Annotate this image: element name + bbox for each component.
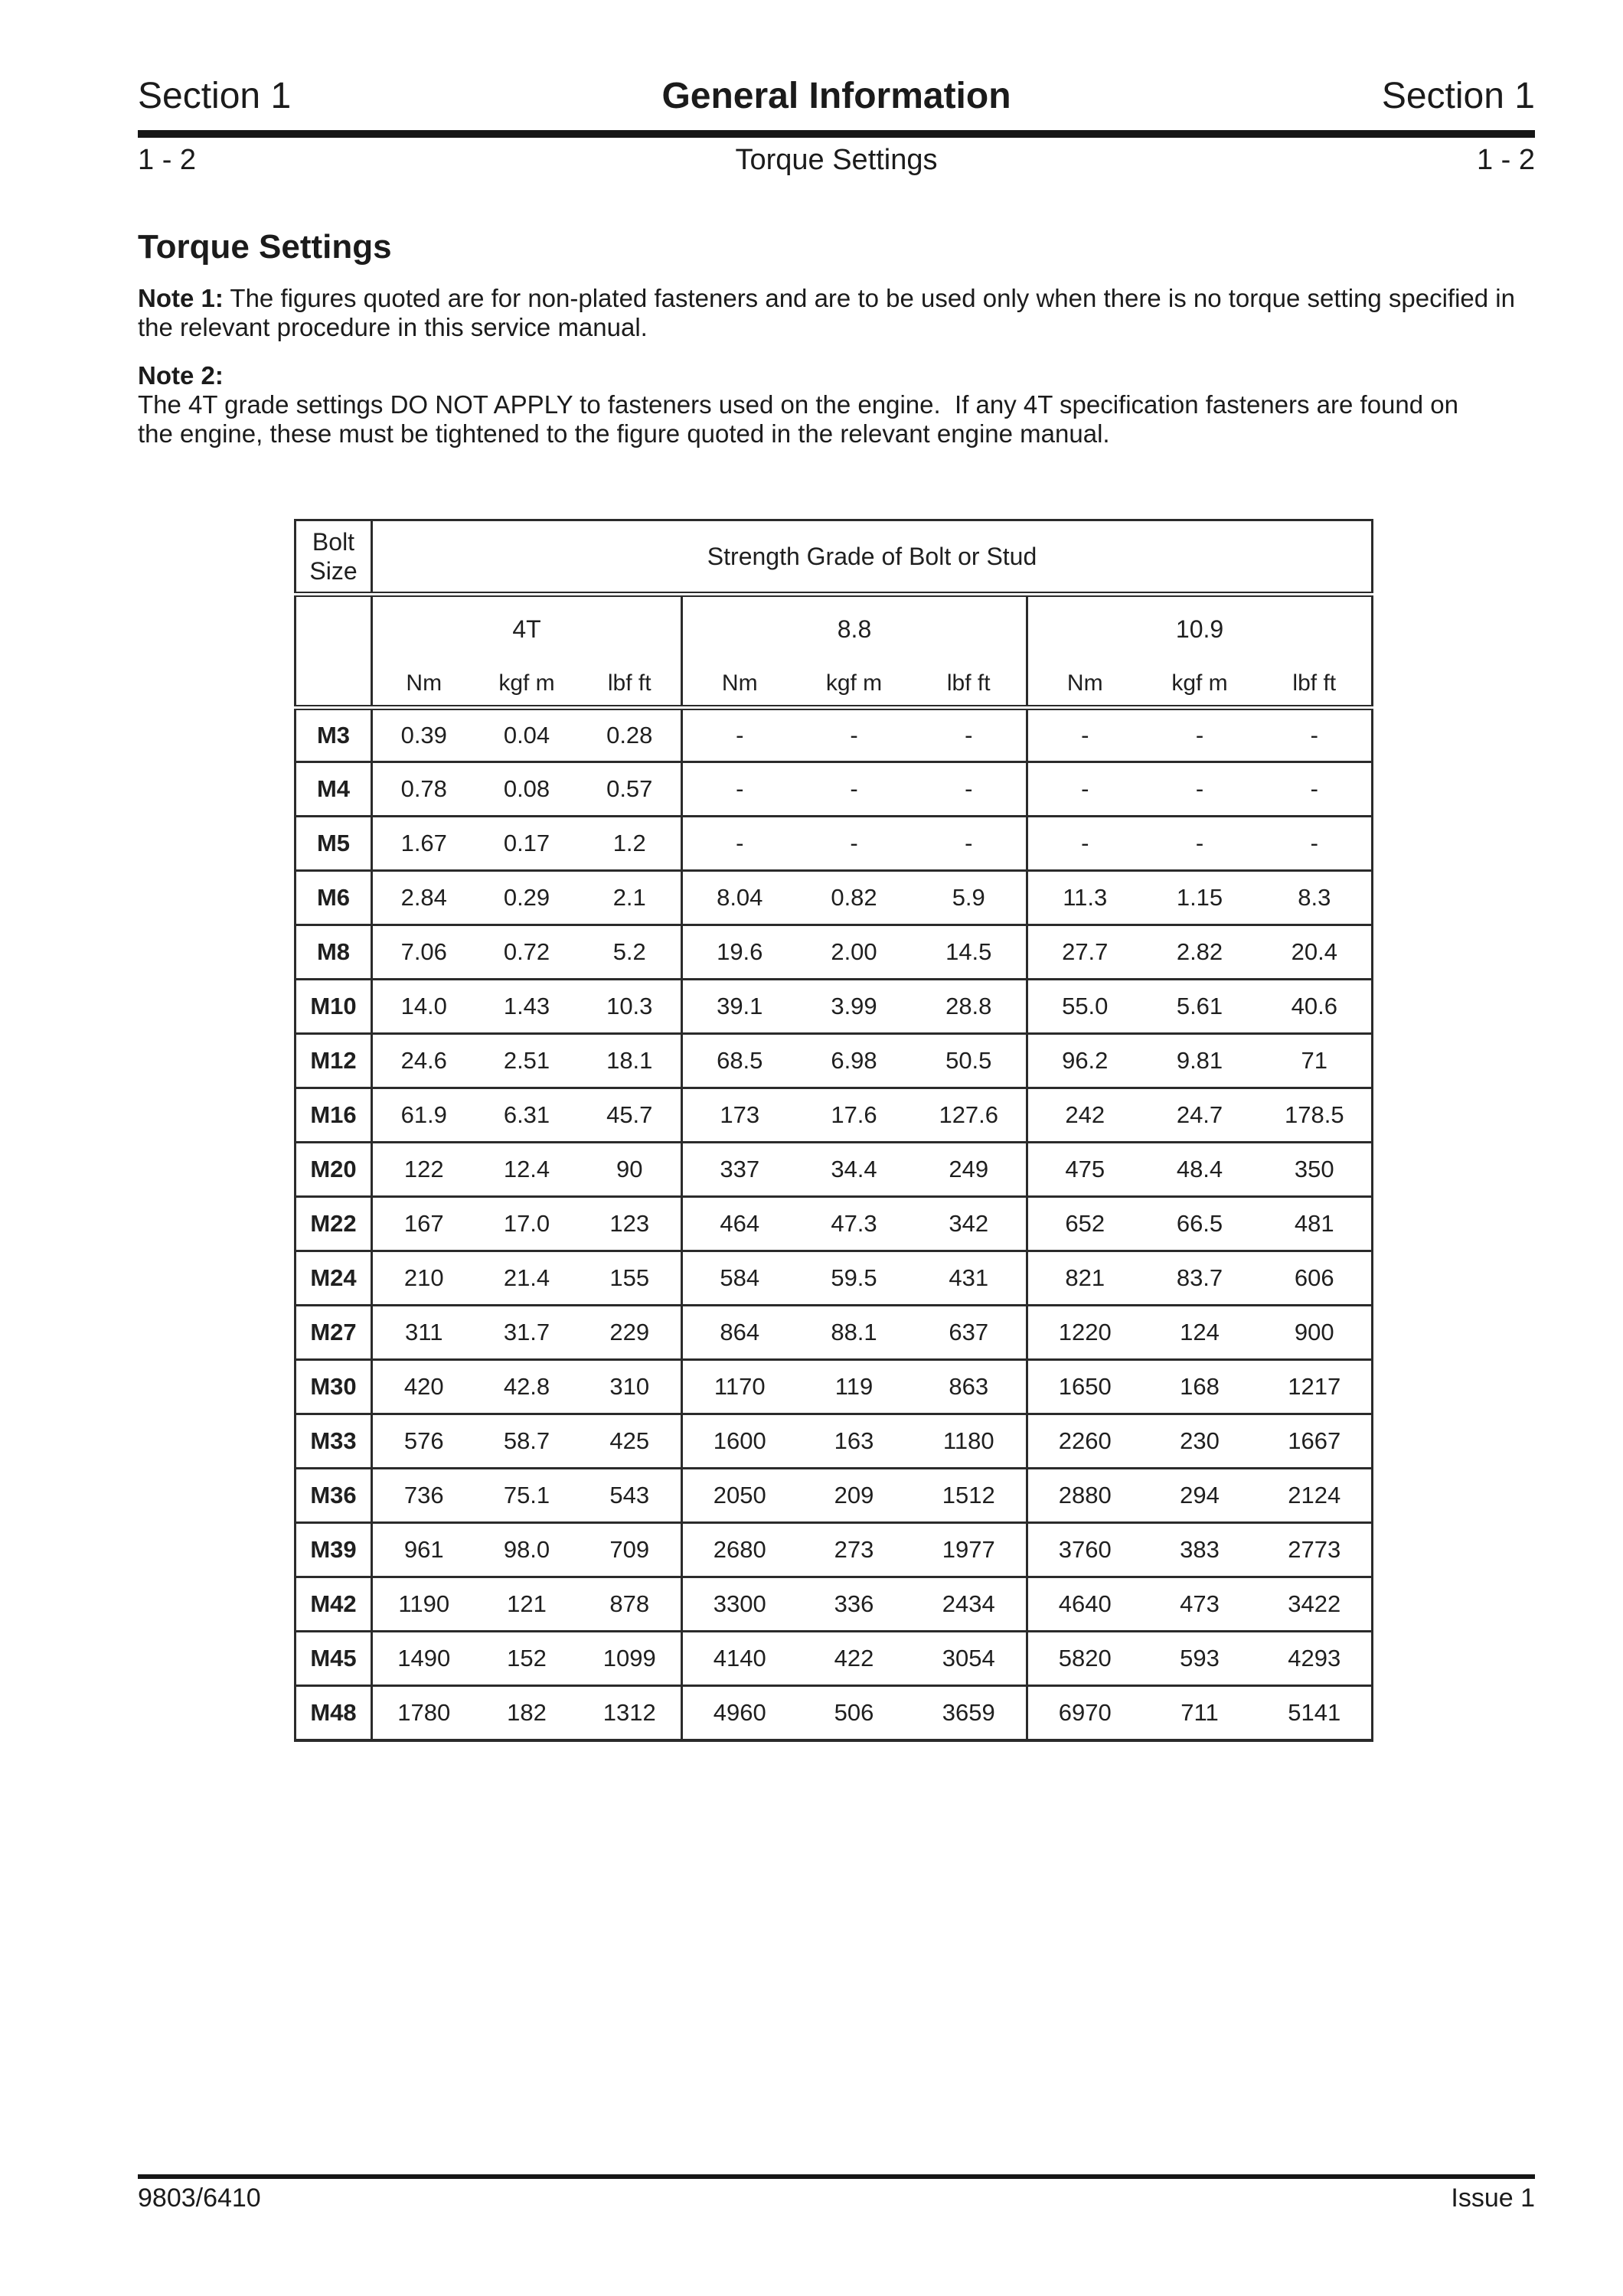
- bolt-size-cell: M10: [296, 980, 372, 1034]
- torque-value-cell: 47.3: [797, 1197, 912, 1251]
- torque-value-cell: 900: [1258, 1306, 1373, 1360]
- torque-value-cell: 48.4: [1142, 1143, 1258, 1197]
- torque-value-cell: 420: [372, 1360, 475, 1414]
- torque-value-cell: 5141: [1258, 1686, 1373, 1740]
- torque-value-cell: 7.06: [372, 925, 475, 980]
- unit-label: Nm: [1027, 662, 1142, 708]
- torque-value-cell: 336: [797, 1577, 912, 1632]
- torque-value-cell: 68.5: [682, 1034, 797, 1088]
- torque-value-cell: 4960: [682, 1686, 797, 1740]
- torque-value-cell: 249: [912, 1143, 1027, 1197]
- torque-value-cell: 58.7: [475, 1414, 579, 1469]
- torque-value-cell: 39.1: [682, 980, 797, 1034]
- torque-value-cell: 14.0: [372, 980, 475, 1034]
- torque-value-cell: 584: [682, 1251, 797, 1306]
- torque-value-cell: -: [912, 762, 1027, 817]
- torque-value-cell: 178.5: [1258, 1088, 1373, 1143]
- torque-value-cell: 6.31: [475, 1088, 579, 1143]
- table-units-row: [296, 662, 1373, 708]
- grade-10-9-header: 10.9: [1027, 595, 1373, 662]
- torque-value-cell: 1667: [1258, 1414, 1373, 1469]
- table-row: [296, 925, 1373, 980]
- torque-value-cell: 3760: [1027, 1523, 1142, 1577]
- issue-number: Issue 1: [1451, 2183, 1535, 2213]
- bolt-column-spacer: [296, 595, 372, 708]
- note-1: [138, 284, 1550, 342]
- unit-label: lbf ft: [579, 662, 682, 708]
- torque-value-cell: -: [797, 762, 912, 817]
- torque-value-cell: 3.99: [797, 980, 912, 1034]
- table-row: [296, 1686, 1373, 1740]
- torque-value-cell: -: [1027, 708, 1142, 762]
- torque-value-cell: 2.82: [1142, 925, 1258, 980]
- torque-value-cell: 0.78: [372, 762, 475, 817]
- header-rule: [138, 130, 1535, 138]
- table-row: [296, 1632, 1373, 1686]
- torque-value-cell: 2434: [912, 1577, 1027, 1632]
- torque-value-cell: 311: [372, 1306, 475, 1360]
- torque-value-cell: 182: [475, 1686, 579, 1740]
- torque-value-cell: 40.6: [1258, 980, 1373, 1034]
- unit-label: lbf ft: [1258, 662, 1373, 708]
- torque-value-cell: -: [1027, 817, 1142, 871]
- torque-value-cell: 506: [797, 1686, 912, 1740]
- table-row: [296, 1034, 1373, 1088]
- table-row: [296, 871, 1373, 925]
- torque-value-cell: 878: [579, 1577, 682, 1632]
- table-row: [296, 1306, 1373, 1360]
- torque-value-cell: 59.5: [797, 1251, 912, 1306]
- torque-value-cell: 2.84: [372, 871, 475, 925]
- table-row: [296, 1577, 1373, 1632]
- torque-value-cell: 2880: [1027, 1469, 1142, 1523]
- torque-value-cell: 425: [579, 1414, 682, 1469]
- torque-value-cell: 0.72: [475, 925, 579, 980]
- torque-value-cell: 5.61: [1142, 980, 1258, 1034]
- torque-value-cell: 127.6: [912, 1088, 1027, 1143]
- torque-value-cell: 294: [1142, 1469, 1258, 1523]
- torque-value-cell: -: [1142, 762, 1258, 817]
- torque-value-cell: 5.9: [912, 871, 1027, 925]
- torque-value-cell: 1780: [372, 1686, 475, 1740]
- torque-value-cell: 383: [1142, 1523, 1258, 1577]
- torque-value-cell: -: [912, 817, 1027, 871]
- torque-value-cell: 163: [797, 1414, 912, 1469]
- torque-value-cell: 83.7: [1142, 1251, 1258, 1306]
- torque-value-cell: 0.39: [372, 708, 475, 762]
- note-2: [138, 361, 1550, 448]
- bolt-size-cell: M16: [296, 1088, 372, 1143]
- bolt-size-cell: M22: [296, 1197, 372, 1251]
- torque-value-cell: 4640: [1027, 1577, 1142, 1632]
- unit-label: kgf m: [797, 662, 912, 708]
- torque-value-cell: 3054: [912, 1632, 1027, 1686]
- note-1-label: Note 1:: [138, 284, 224, 312]
- bolt-size-cell: M33: [296, 1414, 372, 1469]
- bolt-size-cell: M45: [296, 1632, 372, 1686]
- torque-value-cell: 1512: [912, 1469, 1027, 1523]
- torque-value-cell: 21.4: [475, 1251, 579, 1306]
- torque-value-cell: 173: [682, 1088, 797, 1143]
- torque-value-cell: 55.0: [1027, 980, 1142, 1034]
- torque-value-cell: 27.7: [1027, 925, 1142, 980]
- torque-value-cell: 2260: [1027, 1414, 1142, 1469]
- torque-value-cell: 736: [372, 1469, 475, 1523]
- torque-value-cell: 0.28: [579, 708, 682, 762]
- table-row: [296, 1088, 1373, 1143]
- torque-value-cell: 12.4: [475, 1143, 579, 1197]
- torque-value-cell: 1.2: [579, 817, 682, 871]
- torque-value-cell: 123: [579, 1197, 682, 1251]
- torque-value-cell: -: [1142, 817, 1258, 871]
- grade-8-8-header: 8.8: [682, 595, 1027, 662]
- torque-value-cell: 337: [682, 1143, 797, 1197]
- torque-value-cell: 19.6: [682, 925, 797, 980]
- torque-value-cell: -: [1258, 817, 1373, 871]
- table-row: [296, 1523, 1373, 1577]
- torque-value-cell: 2680: [682, 1523, 797, 1577]
- bolt-size-cell: M4: [296, 762, 372, 817]
- torque-value-cell: -: [1142, 708, 1258, 762]
- header-section-left: Section 1: [138, 76, 292, 116]
- torque-value-cell: 167: [372, 1197, 475, 1251]
- torque-value-cell: 1217: [1258, 1360, 1373, 1414]
- bolt-size-cell: M12: [296, 1034, 372, 1088]
- torque-value-cell: 6.98: [797, 1034, 912, 1088]
- unit-label: kgf m: [1142, 662, 1258, 708]
- torque-value-cell: 50.5: [912, 1034, 1027, 1088]
- bolt-size-cell: M6: [296, 871, 372, 925]
- table-row: [296, 1414, 1373, 1469]
- torque-value-cell: 88.1: [797, 1306, 912, 1360]
- header-title: General Information: [661, 76, 1011, 116]
- torque-value-cell: 0.57: [579, 762, 682, 817]
- torque-value-cell: 422: [797, 1632, 912, 1686]
- torque-value-cell: 593: [1142, 1632, 1258, 1686]
- header-section-right: Section 1: [1381, 76, 1535, 116]
- footer-rule: [138, 2174, 1535, 2179]
- bolt-size-cell: M24: [296, 1251, 372, 1306]
- torque-value-cell: 709: [579, 1523, 682, 1577]
- torque-value-cell: 17.6: [797, 1088, 912, 1143]
- bolt-size-cell: M48: [296, 1686, 372, 1740]
- torque-value-cell: 0.17: [475, 817, 579, 871]
- header-subtitle: Torque Settings: [735, 144, 938, 176]
- torque-value-cell: 350: [1258, 1143, 1373, 1197]
- torque-value-cell: 18.1: [579, 1034, 682, 1088]
- unit-label: Nm: [682, 662, 797, 708]
- torque-value-cell: 9.81: [1142, 1034, 1258, 1088]
- table-row: [296, 817, 1373, 871]
- torque-value-cell: 31.7: [475, 1306, 579, 1360]
- torque-value-cell: 1.43: [475, 980, 579, 1034]
- torque-value-cell: 2124: [1258, 1469, 1373, 1523]
- torque-value-cell: 242: [1027, 1088, 1142, 1143]
- torque-value-cell: 210: [372, 1251, 475, 1306]
- torque-value-cell: 0.29: [475, 871, 579, 925]
- torque-value-cell: 8.04: [682, 871, 797, 925]
- torque-value-cell: 3300: [682, 1577, 797, 1632]
- torque-value-cell: 1490: [372, 1632, 475, 1686]
- unit-label: Nm: [372, 662, 475, 708]
- torque-value-cell: 98.0: [475, 1523, 579, 1577]
- torque-value-cell: 2.51: [475, 1034, 579, 1088]
- unit-label: kgf m: [475, 662, 579, 708]
- torque-value-cell: 473: [1142, 1577, 1258, 1632]
- torque-value-cell: 863: [912, 1360, 1027, 1414]
- bolt-size-cell: M3: [296, 708, 372, 762]
- torque-value-cell: 543: [579, 1469, 682, 1523]
- torque-value-cell: 1.67: [372, 817, 475, 871]
- page-subheader: [138, 144, 1535, 178]
- torque-value-cell: 10.3: [579, 980, 682, 1034]
- table-header-row-2: [296, 595, 1373, 662]
- table-row: [296, 708, 1373, 762]
- torque-value-cell: 20.4: [1258, 925, 1373, 980]
- torque-value-cell: 66.5: [1142, 1197, 1258, 1251]
- torque-value-cell: -: [797, 817, 912, 871]
- torque-value-cell: 124: [1142, 1306, 1258, 1360]
- torque-value-cell: -: [682, 708, 797, 762]
- torque-value-cell: 6970: [1027, 1686, 1142, 1740]
- torque-value-cell: 0.04: [475, 708, 579, 762]
- torque-value-cell: 431: [912, 1251, 1027, 1306]
- torque-value-cell: 24.6: [372, 1034, 475, 1088]
- torque-value-cell: 475: [1027, 1143, 1142, 1197]
- torque-value-cell: 34.4: [797, 1143, 912, 1197]
- torque-value-cell: 229: [579, 1306, 682, 1360]
- bolt-size-cell: M42: [296, 1577, 372, 1632]
- torque-value-cell: 342: [912, 1197, 1027, 1251]
- torque-value-cell: 637: [912, 1306, 1027, 1360]
- torque-value-cell: -: [682, 762, 797, 817]
- torque-value-cell: 155: [579, 1251, 682, 1306]
- torque-value-cell: 96.2: [1027, 1034, 1142, 1088]
- torque-value-cell: -: [1258, 762, 1373, 817]
- torque-value-cell: 14.5: [912, 925, 1027, 980]
- torque-value-cell: 5.2: [579, 925, 682, 980]
- table-row: [296, 980, 1373, 1034]
- torque-value-cell: 1190: [372, 1577, 475, 1632]
- torque-value-cell: 1600: [682, 1414, 797, 1469]
- torque-value-cell: 1312: [579, 1686, 682, 1740]
- strength-grade-header: Strength Grade of Bolt or Stud: [372, 520, 1373, 595]
- torque-value-cell: 606: [1258, 1251, 1373, 1306]
- torque-value-cell: 11.3: [1027, 871, 1142, 925]
- bolt-size-cell: M27: [296, 1306, 372, 1360]
- torque-value-cell: 2.00: [797, 925, 912, 980]
- torque-value-cell: 2050: [682, 1469, 797, 1523]
- torque-table-body: [296, 708, 1373, 1740]
- torque-value-cell: 119: [797, 1360, 912, 1414]
- torque-value-cell: 3659: [912, 1686, 1027, 1740]
- torque-value-cell: 5820: [1027, 1632, 1142, 1686]
- bolt-size-cell: M36: [296, 1469, 372, 1523]
- torque-value-cell: 652: [1027, 1197, 1142, 1251]
- torque-value-cell: -: [912, 708, 1027, 762]
- torque-value-cell: 24.7: [1142, 1088, 1258, 1143]
- torque-value-cell: 4140: [682, 1632, 797, 1686]
- torque-value-cell: 961: [372, 1523, 475, 1577]
- torque-value-cell: 464: [682, 1197, 797, 1251]
- torque-value-cell: 0.08: [475, 762, 579, 817]
- torque-value-cell: 1.15: [1142, 871, 1258, 925]
- torque-value-cell: 2773: [1258, 1523, 1373, 1577]
- table-header-row-1: [296, 520, 1373, 595]
- page-ref-right: 1 - 2: [1476, 144, 1535, 176]
- torque-value-cell: 0.82: [797, 871, 912, 925]
- bolt-size-cell: M5: [296, 817, 372, 871]
- table-row: [296, 762, 1373, 817]
- torque-value-cell: 230: [1142, 1414, 1258, 1469]
- torque-value-cell: 821: [1027, 1251, 1142, 1306]
- torque-value-cell: 2.1: [579, 871, 682, 925]
- torque-value-cell: -: [797, 708, 912, 762]
- bolt-size-header: Bolt Size: [296, 520, 372, 595]
- table-row: [296, 1251, 1373, 1306]
- grade-4t-header: 4T: [372, 595, 682, 662]
- torque-value-cell: 17.0: [475, 1197, 579, 1251]
- page-ref-left: 1 - 2: [138, 144, 197, 176]
- torque-value-cell: 61.9: [372, 1088, 475, 1143]
- torque-value-cell: 1220: [1027, 1306, 1142, 1360]
- section-heading: Torque Settings: [138, 228, 392, 266]
- publication-number: 9803/6410: [138, 2183, 261, 2213]
- torque-value-cell: 481: [1258, 1197, 1373, 1251]
- torque-value-cell: 711: [1142, 1686, 1258, 1740]
- table-row: [296, 1197, 1373, 1251]
- torque-value-cell: 168: [1142, 1360, 1258, 1414]
- torque-value-cell: 28.8: [912, 980, 1027, 1034]
- torque-value-cell: 122: [372, 1143, 475, 1197]
- bolt-size-cell: M30: [296, 1360, 372, 1414]
- note-2-text: The 4T grade settings DO NOT APPLY to fasteners used on the engine. If any 4T specification fasteners are found on the engine, these must be tightened to the figure quoted in the relevant engine manual.: [138, 390, 1458, 448]
- bolt-size-cell: M20: [296, 1143, 372, 1197]
- table-row: [296, 1143, 1373, 1197]
- torque-value-cell: 90: [579, 1143, 682, 1197]
- table-row: [296, 1469, 1373, 1523]
- notes-block: [138, 284, 1550, 468]
- torque-settings-table: [294, 519, 1373, 1742]
- page-footer: [138, 2183, 1535, 2213]
- torque-value-cell: 1099: [579, 1632, 682, 1686]
- torque-value-cell: 4293: [1258, 1632, 1373, 1686]
- torque-value-cell: 71: [1258, 1034, 1373, 1088]
- torque-value-cell: 864: [682, 1306, 797, 1360]
- note-1-text: The figures quoted are for non-plated fasteners and are to be used only when there is no torque setting specified in the relevant procedure in this service manual.: [138, 284, 1515, 341]
- torque-value-cell: 1180: [912, 1414, 1027, 1469]
- unit-label: lbf ft: [912, 662, 1027, 708]
- torque-value-cell: 1650: [1027, 1360, 1142, 1414]
- torque-value-cell: -: [1027, 762, 1142, 817]
- torque-value-cell: 3422: [1258, 1577, 1373, 1632]
- torque-value-cell: 273: [797, 1523, 912, 1577]
- torque-value-cell: 576: [372, 1414, 475, 1469]
- page-header: [138, 77, 1535, 117]
- table-row: [296, 1360, 1373, 1414]
- torque-value-cell: 209: [797, 1469, 912, 1523]
- torque-value-cell: 1170: [682, 1360, 797, 1414]
- torque-value-cell: 8.3: [1258, 871, 1373, 925]
- torque-value-cell: 75.1: [475, 1469, 579, 1523]
- torque-value-cell: 310: [579, 1360, 682, 1414]
- note-2-label: Note 2:: [138, 361, 224, 390]
- torque-value-cell: 1977: [912, 1523, 1027, 1577]
- torque-value-cell: 121: [475, 1577, 579, 1632]
- torque-value-cell: -: [1258, 708, 1373, 762]
- torque-value-cell: -: [682, 817, 797, 871]
- bolt-size-cell: M39: [296, 1523, 372, 1577]
- torque-value-cell: 42.8: [475, 1360, 579, 1414]
- bolt-size-cell: M8: [296, 925, 372, 980]
- torque-value-cell: 152: [475, 1632, 579, 1686]
- torque-value-cell: 45.7: [579, 1088, 682, 1143]
